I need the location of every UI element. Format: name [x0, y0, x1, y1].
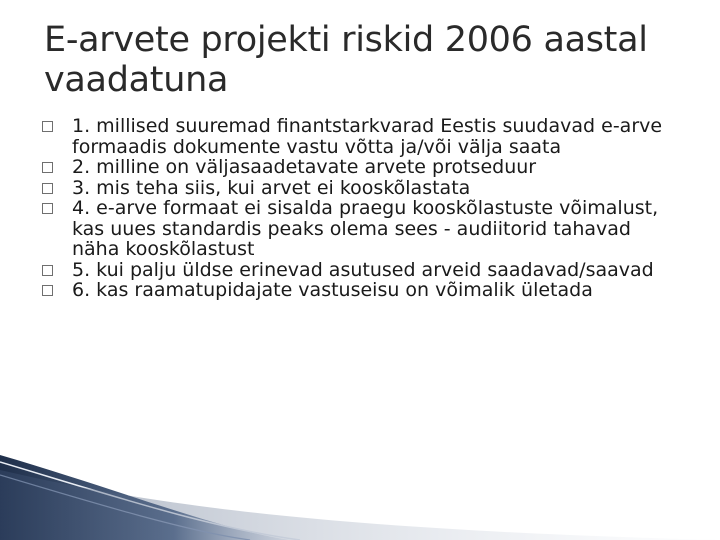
swoosh-band-dark	[0, 455, 290, 540]
list-item	[50, 260, 680, 281]
bullet-text: 1. millised suuremad finantstarkvarad Eestis suudavad e-arve formaadis dokumente vastu võtta ja/või välja saata	[72, 115, 663, 158]
bullet-list	[50, 116, 680, 301]
square-bullet-icon	[42, 265, 53, 276]
bullet-text: 6. kas raamatupidajate vastuseisu on võimalik ületada	[72, 279, 593, 301]
swoosh-line-1	[0, 462, 300, 540]
list-item	[50, 280, 680, 301]
slide-title: E-arvete projekti riskid 2006 aastal vaadatuna	[44, 20, 648, 100]
bullet-text: 5. kui palju üldse erinevad asutused arveid saadavad/saavad	[72, 258, 654, 281]
bullet-text: 4. e-arve formaat ei sisalda praegu kooskõlastuste võimalust, kas uues standardis peaks olema sees - audiitorid tahavad näha kooskõlastust	[72, 197, 659, 260]
list-item	[50, 178, 680, 199]
bullet-text: 2. milline on väljasaadetavate arvete protseduur	[72, 156, 537, 178]
square-bullet-icon	[42, 162, 53, 173]
swoosh-band-light	[0, 470, 720, 540]
square-bullet-icon	[42, 121, 53, 132]
square-bullet-icon	[42, 183, 53, 194]
square-bullet-icon	[42, 285, 53, 296]
bullet-text: 3. mis teha siis, kui arvet ei kooskõlastata	[72, 176, 471, 199]
list-item	[50, 157, 680, 178]
square-bullet-icon	[42, 203, 53, 214]
list-item	[50, 198, 680, 260]
swoosh-line-2	[0, 475, 250, 540]
list-item	[50, 116, 680, 157]
